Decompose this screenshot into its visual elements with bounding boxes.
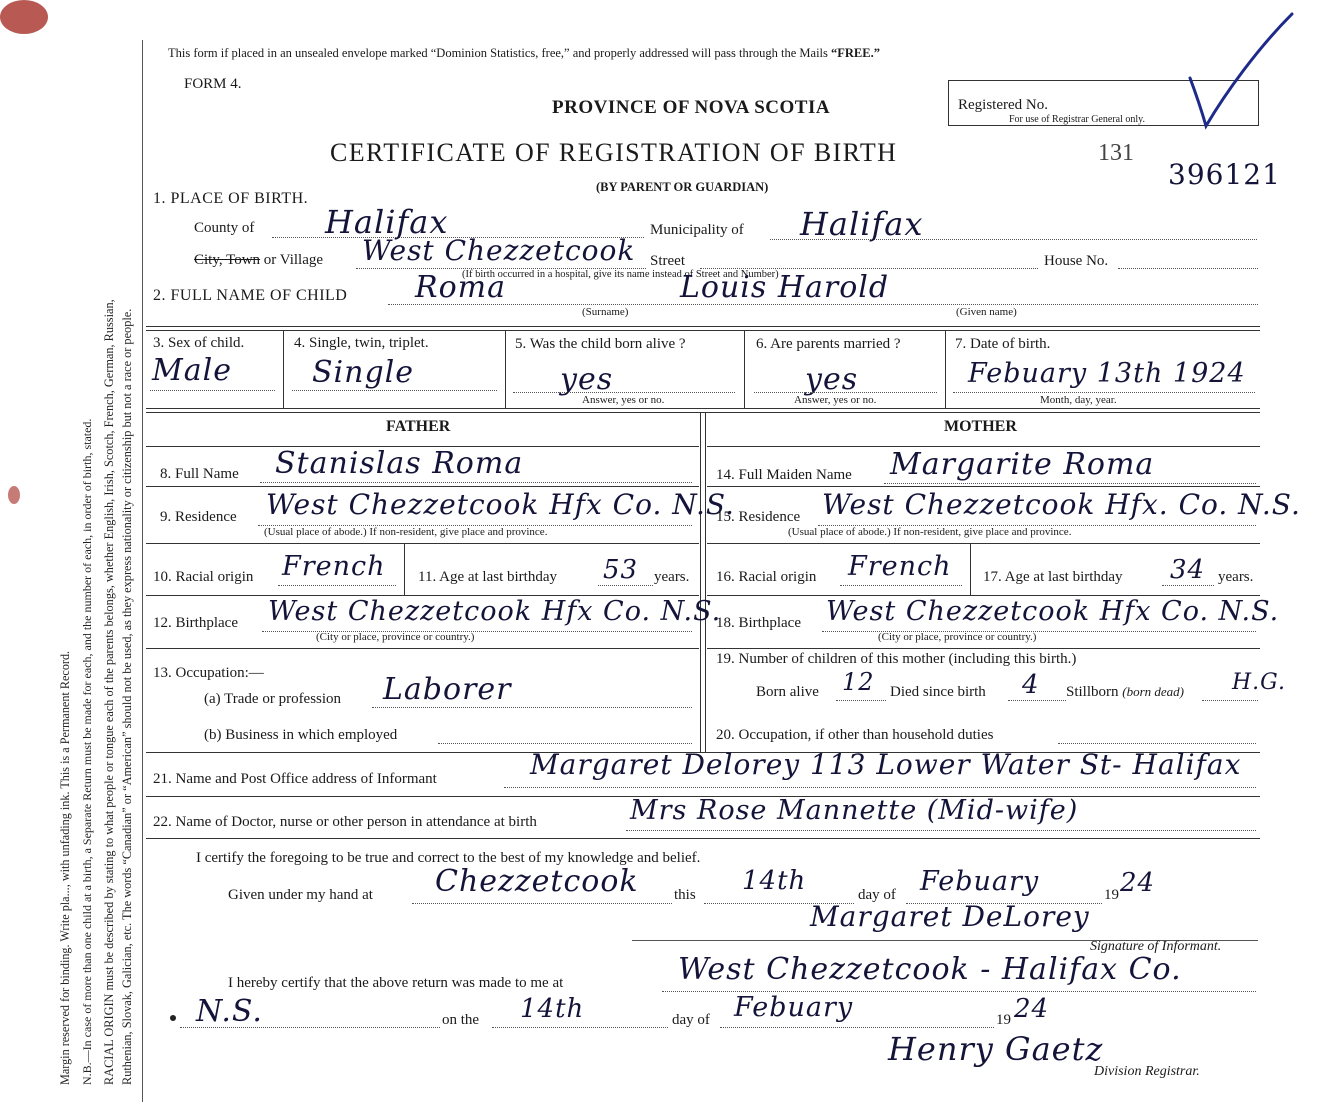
form-number: FORM 4.	[184, 76, 242, 92]
mother-birthplace: West Chezzetcook Hfx Co. N.S.	[826, 596, 1280, 627]
mother-race-line	[840, 585, 962, 586]
given-year: 24	[1120, 868, 1156, 898]
registrar-month-line	[720, 1027, 994, 1028]
dob-caption: Month, day, year.	[1040, 394, 1117, 406]
municipality-value: Halifax	[800, 205, 924, 243]
plurality-value: Single	[312, 355, 415, 390]
given-day-of-label: day of	[858, 887, 896, 903]
mother-heading: MOTHER	[944, 418, 1017, 435]
father-name: Stanislas Roma	[275, 446, 524, 481]
mother-name: Margarite Roma	[890, 447, 1155, 482]
registrar-day: 14th	[520, 994, 585, 1024]
sex-label: 3. Sex of child.	[153, 335, 245, 351]
mail-notice: This form if placed in an unsealed envelope marked “Dominion Statistics, free,” and properly addressed will pass through the Mails “FREE.”	[168, 46, 880, 60]
father-age-line	[598, 585, 653, 586]
born-alive-count-line	[836, 700, 886, 701]
city-value: West Chezzetcook	[362, 234, 636, 267]
dob-line	[953, 392, 1255, 393]
registrar-signature: Henry Gaetz	[888, 1030, 1104, 1068]
rule	[283, 330, 284, 408]
registrar-year: 24	[1014, 994, 1050, 1024]
given-name-caption: (Given name)	[956, 306, 1017, 318]
died-since-birth-count: 4	[1022, 670, 1040, 700]
house-number-line	[1118, 268, 1258, 269]
informant-line	[504, 787, 1256, 788]
father-age: 53	[603, 555, 639, 585]
born-alive-answer: yes	[560, 362, 614, 397]
margin-note-racial-origin-cont: Ruthenian, Slovak, Galician, etc. The words “Canadian” or “American” should not be used, as they express nationality or citizenship but not a race or people.	[120, 308, 134, 1085]
rule	[970, 543, 971, 595]
margin-rule	[142, 40, 143, 1102]
father-years-label: years.	[654, 569, 690, 585]
rule	[146, 408, 1260, 409]
stillborn-count: H.G.	[1232, 670, 1286, 695]
registered-label: Registered No.	[958, 97, 1048, 113]
mother-race-label: 16. Racial origin	[716, 569, 817, 585]
rule	[146, 326, 1260, 327]
born-alive-line	[513, 392, 735, 393]
registrar-place-cont: N.S.	[196, 994, 263, 1029]
mother-race: French	[848, 551, 952, 582]
father-residence-caption: (Usual place of abode.) If non-resident, give place and province.	[264, 526, 548, 538]
father-birthplace-caption: (City or place, province or country.)	[316, 631, 475, 643]
occupation-label: 13. Occupation:—	[153, 665, 264, 681]
place-of-birth-label: 1. PLACE OF BIRTH.	[153, 190, 309, 207]
stillborn-line	[1202, 700, 1258, 701]
given-label: Given under my hand at	[228, 887, 373, 903]
county-label: County of	[194, 220, 255, 236]
rule	[146, 543, 699, 544]
mother-occupation-line	[1058, 743, 1256, 744]
check-mark-icon	[1180, 8, 1300, 133]
father-race-label: 10. Racial origin	[153, 569, 254, 585]
father-race: French	[282, 551, 386, 582]
mother-occupation-label: 20. Occupation, if other than household duties	[716, 727, 994, 743]
plurality-label: 4. Single, twin, triplet.	[294, 335, 429, 351]
certificate-title: CERTIFICATE OF REGISTRATION OF BIRTH	[330, 138, 898, 167]
doctor-value: Mrs Rose Mannette (Mid-wife)	[630, 795, 1079, 826]
married-line	[754, 392, 937, 393]
mother-residence-label: 15. Residence	[716, 509, 801, 525]
father-birthplace: West Chezzetcook Hfx Co. N.S.	[268, 596, 722, 627]
born-alive-caption: Answer, yes or no.	[582, 394, 665, 406]
rule	[700, 412, 701, 752]
registered-note: For use of Registrar General only.	[1009, 114, 1145, 125]
doctor-line	[626, 830, 1256, 831]
informant-signature: Margaret DeLorey	[810, 900, 1090, 933]
county-value: Halifax	[325, 203, 449, 241]
registrar-day-of-label: day of	[672, 1012, 710, 1028]
mother-name-label: 14. Full Maiden Name	[716, 467, 852, 483]
municipality-label: Municipality of	[650, 222, 744, 238]
certificate-subtitle: (BY PARENT OR GUARDIAN)	[596, 180, 769, 194]
informant-signature-caption: Signature of Informant.	[1090, 939, 1222, 954]
trade-label: (a) Trade or profession	[204, 691, 342, 707]
margin-note-multiple-births: N.B.—In case of more than one child at a birth, a Separate Return must be made for each, and the number of each, in order of birth, stated.	[80, 418, 94, 1085]
house-number-label: House No.	[1044, 253, 1109, 269]
informant-label: 21. Name and Post Office address of Informant	[153, 771, 437, 787]
trade-line	[372, 707, 692, 708]
born-alive-question: 5. Was the child born alive ?	[515, 336, 686, 352]
died-since-birth-line	[1008, 700, 1066, 701]
registrar-place-cont-line	[180, 1027, 440, 1028]
died-since-birth-label: Died since birth	[890, 684, 986, 700]
rule	[146, 412, 1260, 413]
rule	[707, 486, 1260, 487]
mother-years-label: years.	[1218, 569, 1254, 585]
registrar-day-line	[492, 1027, 668, 1028]
given-year-prefix: 19	[1104, 887, 1119, 903]
children-count-label: 19. Number of children of this mother (including this birth.)	[716, 651, 1077, 667]
bullet-dot	[170, 1015, 176, 1021]
mother-residence: West Chezzetcook Hfx. Co. N.S.	[822, 488, 1301, 521]
sex-value: Male	[152, 353, 232, 388]
business-line	[438, 743, 692, 744]
registrar-place: West Chezzetcook - Halifax Co.	[678, 952, 1182, 987]
rule	[146, 648, 699, 649]
mother-age-line	[1162, 585, 1214, 586]
dob-value: Febuary 13th 1924	[968, 358, 1246, 389]
doctor-label: 22. Name of Doctor, nurse or other person in attendance at birth	[153, 814, 537, 830]
surname-caption: (Surname)	[582, 306, 629, 318]
mother-birthplace-label: 18. Birthplace	[716, 615, 801, 631]
father-name-label: 8. Full Name	[160, 466, 239, 482]
married-question: 6. Are parents married ?	[756, 336, 901, 352]
stillborn-label: Stillborn (born dead)	[1066, 684, 1185, 700]
registrar-month: Febuary	[734, 992, 854, 1023]
father-age-label: 11. Age at last birthday	[418, 569, 557, 585]
married-answer: yes	[805, 362, 859, 397]
registration-number: 396121	[1168, 158, 1281, 191]
father-residence: West Chezzetcook Hfx Co. N.S.	[266, 488, 735, 521]
rule	[505, 330, 506, 408]
registrar-statement: I hereby certify that the above return was made to me at	[228, 975, 564, 991]
rule	[707, 543, 1260, 544]
rule	[744, 330, 745, 408]
father-name-line	[260, 482, 692, 483]
margin-note-racial-origin: RACIAL ORIGIN must be described by stating to what people or tongue each of the parents belongs, whether English, Irish, Scotch, French, German, Russian,	[102, 299, 116, 1085]
given-place-line	[412, 903, 672, 904]
mother-name-line	[884, 483, 1256, 484]
mother-age-label: 17. Age at last birthday	[983, 569, 1123, 585]
ink-stain	[8, 486, 20, 504]
registrar-signature-caption: Division Registrar.	[1094, 1064, 1200, 1079]
rule	[707, 648, 1260, 649]
father-birthplace-label: 12. Birthplace	[153, 615, 238, 631]
street-label: Street	[650, 253, 685, 269]
certification-statement: I certify the foregoing to be true and correct to the best of my knowledge and belief.	[196, 850, 701, 866]
sex-line	[150, 390, 275, 391]
given-month: Febuary	[920, 866, 1040, 897]
rule	[146, 838, 1260, 839]
born-alive-count-label: Born alive	[756, 684, 819, 700]
title-stamp-number: 131	[1098, 140, 1134, 166]
city-label: City, Town or Village	[194, 252, 324, 268]
child-surname: Roma	[415, 270, 506, 305]
rule	[404, 543, 405, 595]
mother-residence-caption: (Usual place of abode.) If non-resident, give place and province.	[788, 526, 1072, 538]
given-day: 14th	[742, 866, 807, 896]
father-race-line	[278, 585, 396, 586]
father-heading: FATHER	[386, 418, 451, 435]
margin-note-binding: Margin reserved for binding. Write pla..., with unfading ink. This is a Permanent Record.	[58, 650, 72, 1085]
given-place: Chezzetcook	[435, 864, 639, 899]
mother-age: 34	[1170, 555, 1206, 585]
registrar-on-the-label: on the	[442, 1012, 480, 1028]
province-heading: PROVINCE OF NOVA SCOTIA	[552, 97, 831, 118]
hospital-note: (If birth occurred in a hospital, give its name instead of Street and Number)	[462, 269, 779, 280]
born-alive-count: 12	[842, 668, 875, 696]
given-this-label: this	[674, 887, 696, 903]
trade-value: Laborer	[383, 672, 512, 707]
mother-birthplace-caption: (City or place, province or country.)	[878, 631, 1037, 643]
rule	[146, 486, 699, 487]
business-label: (b) Business in which employed	[204, 727, 398, 743]
informant-value: Margaret Delorey 113 Lower Water St- Halifax	[530, 748, 1242, 781]
child-given-name: Louis Harold	[680, 270, 890, 305]
registrar-year-prefix: 19	[996, 1012, 1011, 1028]
rule	[146, 330, 1260, 331]
dob-label: 7. Date of birth.	[955, 336, 1051, 352]
rule	[945, 330, 946, 408]
father-residence-label: 9. Residence	[160, 509, 237, 525]
married-caption: Answer, yes or no.	[794, 394, 877, 406]
ink-stain	[0, 0, 48, 34]
child-name-label: 2. FULL NAME OF CHILD	[153, 287, 348, 304]
rule	[705, 412, 706, 752]
plurality-line	[292, 390, 497, 391]
